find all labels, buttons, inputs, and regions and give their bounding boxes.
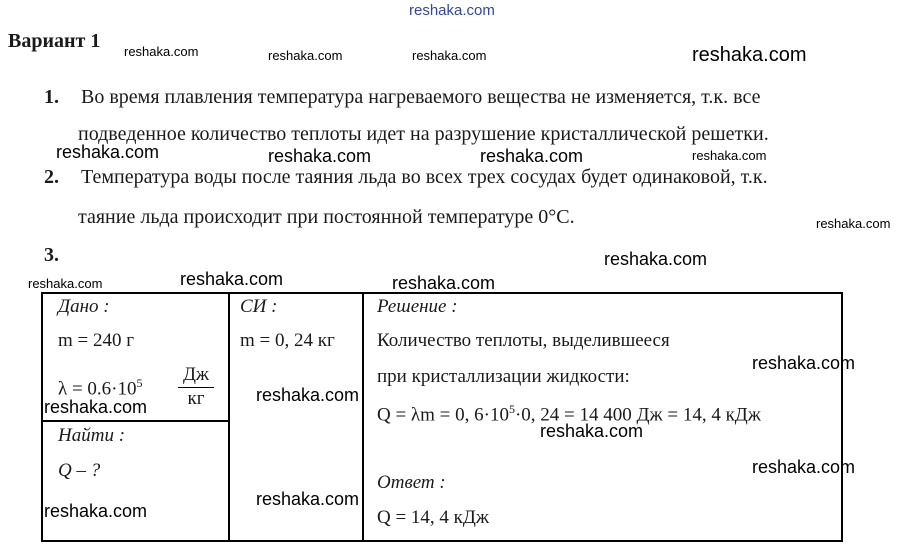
watermark: reshaka.com <box>604 249 708 269</box>
watermark: reshaka.com <box>816 216 891 231</box>
watermark: reshaka.com <box>392 273 496 293</box>
item-1 <box>44 78 904 116</box>
watermark: reshaka.com <box>752 353 856 373</box>
watermark: reshaka.com <box>44 397 148 417</box>
item-3-number: 3. <box>44 244 59 266</box>
solution-label: Решение : <box>377 296 458 317</box>
table-border-bottom <box>41 540 843 542</box>
answer-label: Ответ : <box>377 472 446 493</box>
watermark: reshaka.com <box>268 146 372 166</box>
item-2-number: 2. <box>44 166 59 188</box>
table-border-right <box>841 292 843 542</box>
unit-numerator: Дж <box>182 364 210 385</box>
item-2-line2: таяние льда происходит при постоянной температуре 0°С. <box>78 206 575 228</box>
item-1-line2: подведенное количество теплоты идет на разрушение кристаллической решетки. <box>78 123 769 145</box>
watermark: reshaka.com <box>124 44 199 59</box>
si-label: СИ : <box>240 296 278 317</box>
variant-title: Вариант 1 <box>8 30 101 52</box>
si-mass: m = 0, 24 кг <box>240 330 335 351</box>
solution-line-2: при кристаллизации жидкости: <box>377 366 630 387</box>
answer-value: Q = 14, 4 кДж <box>377 507 490 528</box>
watermark: reshaka.com <box>752 457 856 477</box>
watermark: reshaka.com <box>256 489 360 509</box>
solution-line-1: Количество теплоты, выделившееся <box>377 330 670 351</box>
find-label: Найти : <box>58 425 126 446</box>
item-1-number: 1. <box>44 86 59 108</box>
formula-exponent: 5 <box>508 402 515 416</box>
watermark: reshaka.com <box>180 269 284 289</box>
formula-part-a: Q = λm = 0, 6·10 <box>377 404 509 426</box>
watermark: reshaka.com <box>480 146 584 166</box>
unit-denominator: кг <box>178 387 214 410</box>
find-q: Q – ? <box>58 460 101 481</box>
watermark: reshaka.com <box>692 148 767 163</box>
given-lambda-value: λ = 0.6·10 <box>58 378 137 400</box>
given-mass: m = 240 г <box>58 330 135 351</box>
item-2 <box>44 158 904 196</box>
watermark: reshaka.com <box>56 142 160 162</box>
watermark: reshaka.com <box>692 44 807 66</box>
watermark: reshaka.com <box>44 501 148 521</box>
watermark: reshaka.com <box>256 385 360 405</box>
given-lambda-exponent: 5 <box>136 376 143 390</box>
given-label: Дано : <box>58 296 110 317</box>
formula-part-b: ·0, 24 = 14 400 Дж = 14, 4 кДж <box>514 404 761 426</box>
item-2-line1: Температура воды после таяния льда во всех трех сосудах будет одинаковой, т.к. <box>81 166 768 188</box>
table-border-left <box>41 292 43 542</box>
site-header-watermark: reshaka.com <box>409 2 495 19</box>
item-1-line1: Во время плавления температура нагреваемого вещества не изменяется, т.к. все <box>81 86 761 108</box>
table-divider-given-si <box>228 292 230 542</box>
table-divider-si-solution <box>362 292 364 542</box>
watermark: reshaka.com <box>28 276 103 291</box>
watermark: reshaka.com <box>540 421 644 441</box>
watermark: reshaka.com <box>412 48 487 63</box>
table-divider-given-find <box>41 420 230 422</box>
given-lambda-unit <box>178 364 214 410</box>
watermark: reshaka.com <box>268 48 343 63</box>
